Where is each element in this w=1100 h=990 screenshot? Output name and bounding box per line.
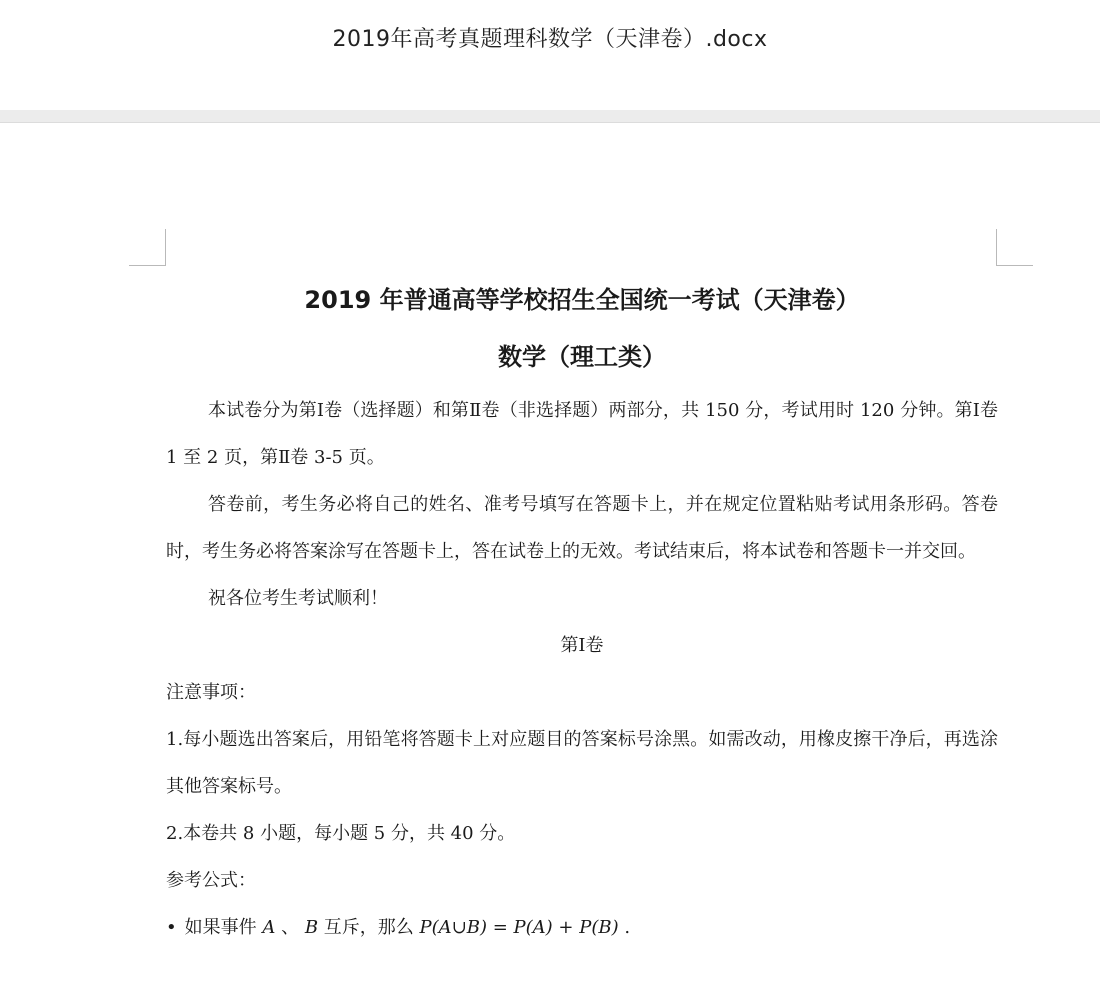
section-title: 第Ⅰ卷 (560, 635, 604, 656)
bullet-icon: • (166, 917, 177, 938)
document-content[interactable] (166, 273, 998, 951)
intro-paragraph-2: 答卷前，考生务必将自己的姓名、准考号填写在答题卡上，并在规定位置粘贴考试用条形码。答卷时，考生务必将答案涂写在答题卡上，答在试卷上的无效。考试结束后，将本试卷和答题卡一并交回。 (166, 494, 998, 562)
formula-line (166, 904, 998, 951)
title-bar (0, 0, 1100, 110)
formula-text: 如果事件 (184, 917, 257, 938)
notice-item-2: 2.本卷共 8 小题，每小题 5 分，共 40 分。 (166, 823, 516, 844)
formula-text-2: 互斥，那么 (323, 917, 414, 938)
document-page[interactable] (0, 123, 1100, 990)
formula-end: . (624, 917, 631, 938)
formula-separator: 、 (281, 917, 300, 938)
notice-title: 注意事项： (166, 682, 256, 703)
toolbar-separator (0, 110, 1100, 123)
event-a: A (262, 917, 276, 938)
formula-expression: P(A∪B) = P(A) + P(B) (419, 917, 619, 938)
event-b: B (304, 917, 319, 938)
intro-paragraph-1: 本试卷分为第Ⅰ卷（选择题）和第Ⅱ卷（非选择题）两部分，共 150 分，考试用时 120 分钟。第Ⅰ卷 1 至 2 页，第Ⅱ卷 3-5 页。 (166, 400, 998, 468)
exam-heading: 2019 年普通高等学校招生全国统一考试（天津卷） (304, 286, 860, 314)
crop-mark-top-right (996, 229, 1033, 266)
exam-subheading: 数学（理工类） (498, 343, 666, 371)
notice-item-1: 1.每小题选出答案后，用铅笔将答题卡上对应题目的答案标号涂黑。如需改动，用橡皮擦干净后，再选涂其他答案标号。 (166, 729, 998, 797)
wish-paragraph: 祝各位考生考试顺利！ (208, 588, 388, 609)
crop-mark-top-left (129, 229, 166, 266)
formula-title: 参考公式： (166, 870, 256, 891)
document-title: 2019年高考真题理科数学（天津卷）.docx (332, 27, 768, 52)
